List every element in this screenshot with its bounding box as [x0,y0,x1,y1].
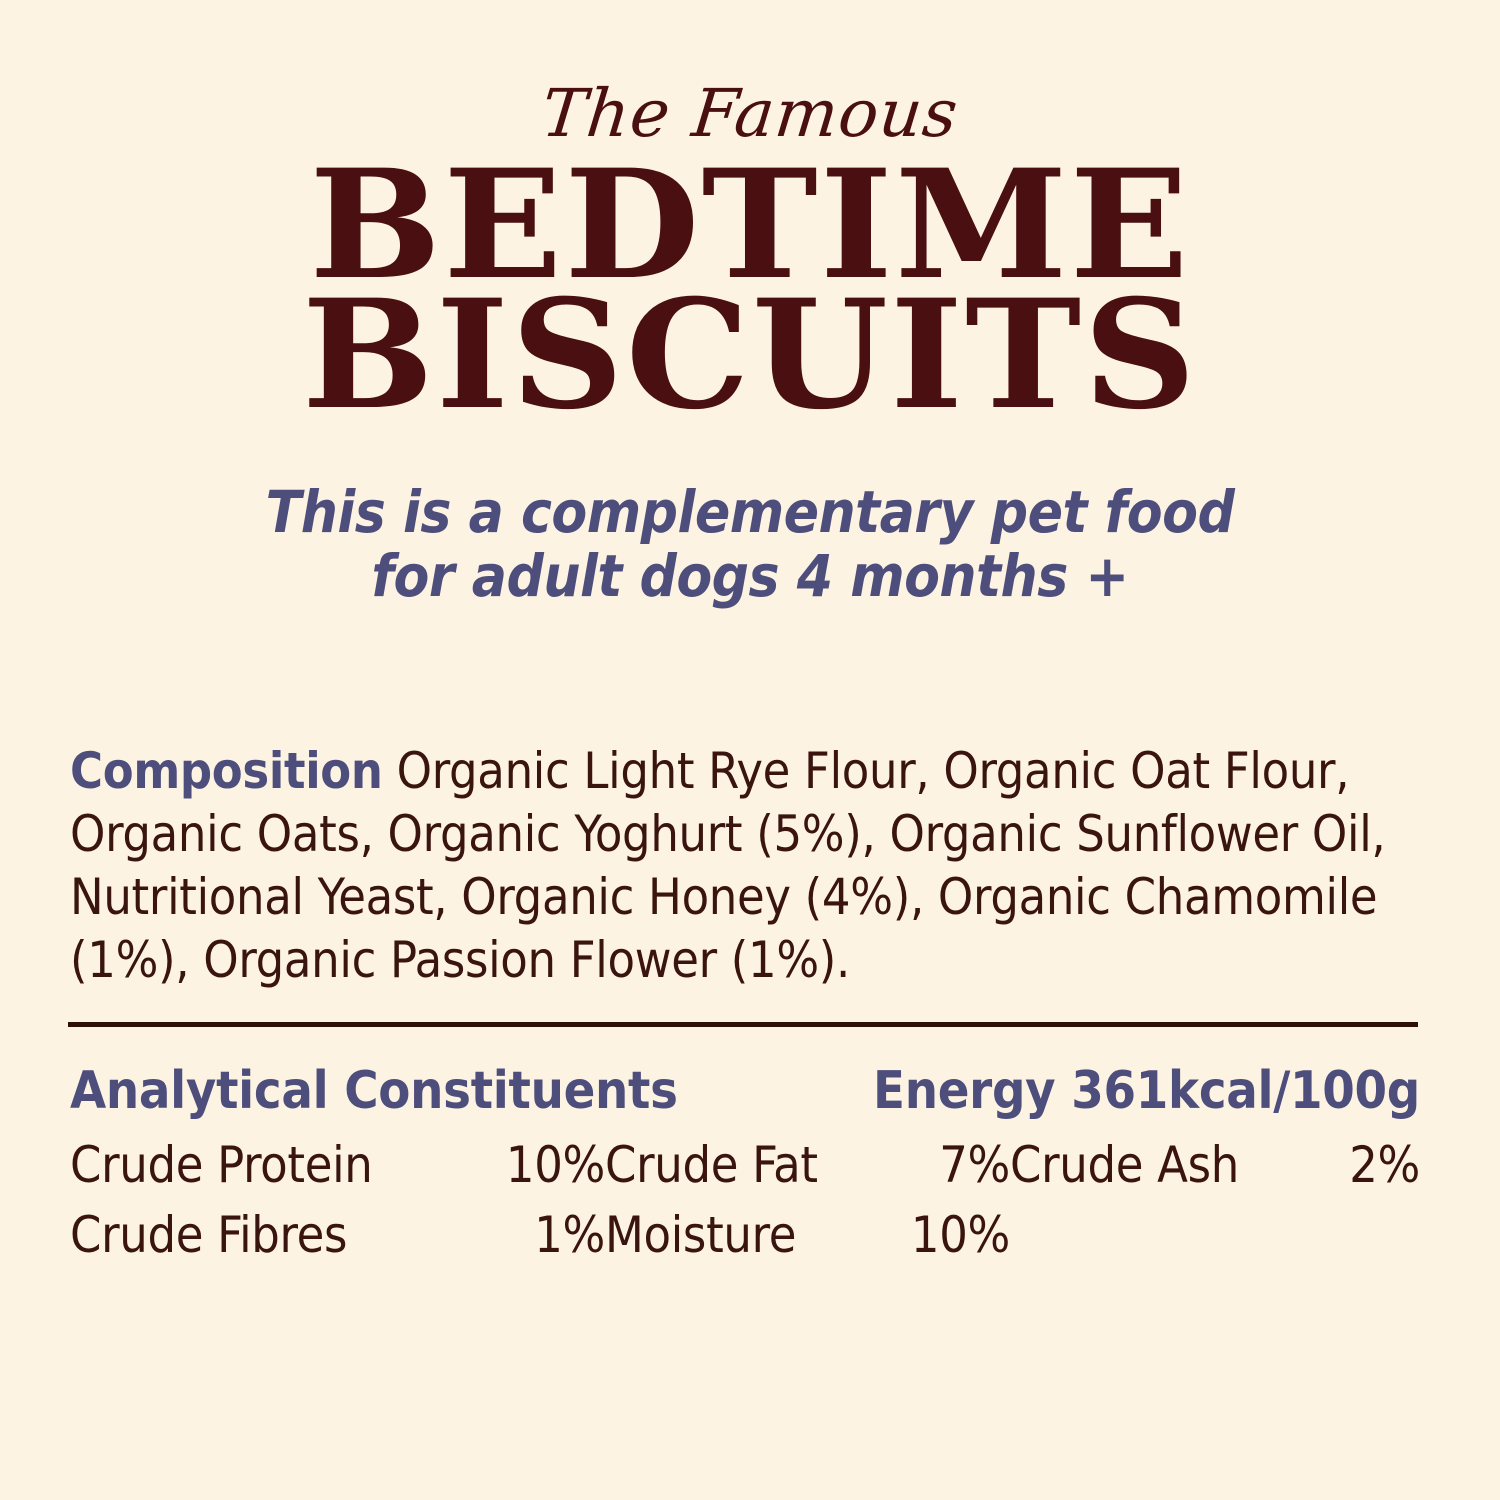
title-line-biscuits: BISCUITS [301,267,1199,443]
constituent-name: Crude Ash [1010,1136,1239,1194]
label-header [0,75,1500,610]
composition-heading: Composition [70,742,383,800]
constituent-name: Crude Protein [70,1136,373,1194]
brand-script-line: The Famous [538,75,963,152]
constituent-value: 1% [534,1206,605,1264]
energy-value: Energy 361kcal/100g [873,1061,1420,1121]
analytical-constituents-heading: Analytical Constituents [70,1061,678,1121]
constituents-table [70,1130,1420,1270]
composition-text: Organic Light Rye Flour, Organic Oat Flour, Organic Oats, Organic Yoghurt (5%), Organic Sunflower Oil, Nutritional Yeast, Organic Honey (4%), Organic Chamomile (1%), Organic Passion Flower (1%). [70,742,1386,989]
product-subtitle [0,480,1500,608]
analytical-constituents-section [70,1062,1420,1270]
constituent-value: 7% [939,1136,1010,1194]
constituent-name: Crude Fibres [70,1206,348,1264]
constituent-name: Moisture [605,1206,797,1264]
subtitle-line-2: for adult dogs 4 months + [371,542,1129,610]
composition-section [70,740,1415,992]
constituent-value: 10% [910,1206,1010,1264]
constituent-value: 10% [505,1136,605,1194]
title-line-bedtime: BEDTIME [309,137,1191,313]
constituent-value [1300,1200,1420,1270]
page-title [0,137,1500,443]
section-divider [68,1022,1418,1027]
subtitle-line-1: This is a complementary pet food [265,478,1235,546]
analytical-header-row [70,1062,1420,1120]
table-row [70,1130,1420,1200]
constituent-value: 2% [1349,1136,1420,1194]
constituent-name [1010,1200,1300,1270]
constituent-name: Crude Fat [605,1136,818,1194]
table-row [70,1200,1420,1270]
